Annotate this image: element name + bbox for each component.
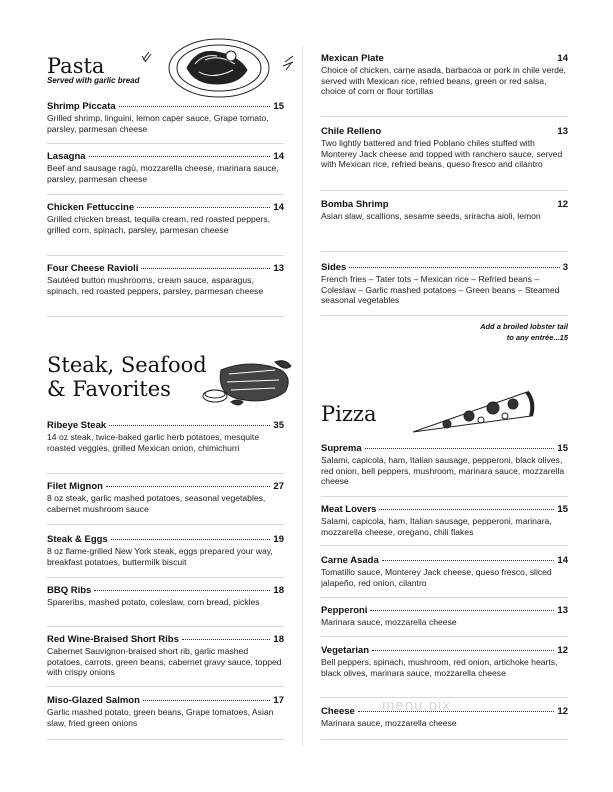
separator [321,251,568,252]
separator [321,636,568,637]
leader-dots [143,700,271,701]
lobster-note-line1: Add a broiled lobster tail [480,322,568,331]
item-description: Garlic mashed potato, green beans, Grape tomatoes, Asian slaw, fried green onions [47,707,274,728]
item-description: Grilled chicken breast, tequila cream, red roasted peppers, grilled corn, spinach, parsley, parmesan cheese [47,214,271,235]
leader-dots [109,425,270,426]
separator [47,577,284,578]
item-price: 12 [557,706,568,717]
leader-dots [106,486,270,487]
item-description: Beef and sausage ragù, mozzarella cheese, marinara sauce, parsley, parmesan cheese [47,163,279,184]
item-name: Red Wine-Braised Short Ribs [47,634,179,645]
separator [321,545,568,546]
separator [47,739,284,740]
item-name: Suprema [321,443,362,454]
item-price: 14 [273,151,284,162]
entree-item [321,199,568,222]
separator [321,496,568,497]
item-price: 27 [273,481,284,492]
separator [47,626,284,627]
item-name: Chile Relleno [321,126,382,137]
item-name: Cheese [321,706,355,717]
entree-item [321,53,568,97]
item-price: 12 [557,645,568,656]
entree-item [321,126,568,170]
item-price: 14 [273,202,284,213]
item-description: Tomatillo sauce, Monterey Jack cheese, queso fresco, sliced jalapeño, red onion, cilantro [321,567,552,588]
item-name: Steak & Eggs [47,534,108,545]
leader-dots [137,207,270,208]
item-price: 17 [273,695,284,706]
item-price: 15 [557,504,568,515]
item-name: Ribeye Steak [47,420,107,431]
item-name: Sides [321,262,347,273]
item-price: 13 [273,263,284,274]
steak-item [47,634,284,678]
item-name: Shrimp Piccata [47,101,116,112]
item-price: 18 [273,585,284,596]
steak-item [47,420,284,453]
item-price: 19 [273,534,284,545]
steak-item [47,481,284,514]
separator [47,473,284,474]
item-name: Miso-Glazed Salmon [47,695,140,706]
separator [321,190,568,191]
item-price: 13 [557,605,568,616]
pizza-item [321,504,568,537]
item-price: 14 [557,53,568,64]
separator [47,686,284,687]
item-description: Asian slaw, scallions, sesame seeds, sriracha aioli, lemon [321,211,541,221]
entree-item [321,262,568,306]
item-name: Meat Lovers [321,504,377,515]
item-description: 8 oz steak, garlic mashed potatoes, seasonal vegetables, cabernet mushroom sauce [47,493,266,514]
pasta-subtitle: Served with garlic bread [47,76,140,85]
pizza-slice-icon [409,386,539,438]
item-description: Cabernet Sauvignon-braised short rib, garlic mashed potatoes, carrots, green beans, cabernet gravy sauce, topped with crispy onions [47,646,282,678]
leader-dots [372,650,554,651]
leader-dots [379,509,554,510]
pasta-item [47,263,284,296]
item-description: Salami, capicola, ham, Italian sausage, pepperoni, marinara, mozzarella cheese, oregano, chili flakes [321,516,552,537]
pasta-plate-icon [139,34,299,100]
item-description: Grilled shrimp, linguini, lemon caper sauce, Grape tomato, parsley, parmesan cheese [47,113,269,134]
item-description: Salami, capicola, ham, Italian sausage, pepperoni, black olives, red onion, bell peppers, mushroom, marinara sauce, mozzarella cheese [321,455,565,487]
steak-item [47,534,284,567]
steak-title-line1: Steak, Seafood [47,353,207,377]
item-name: Vegetarian [321,645,370,656]
item-price: 13 [557,126,568,137]
separator [321,116,568,117]
separator [47,255,284,256]
item-name: Mexican Plate [321,53,384,64]
item-price: 15 [273,101,284,112]
pasta-title: Pasta [47,54,105,78]
item-description: 8 oz flame-grilled New York steak, eggs prepared your way, breakfast potatoes, buttermilk biscuit [47,546,273,567]
item-description: Choice of chicken, carne asada, barbacoa or pork in chile verde, served with Mexican rice, refried beans, green or red salsa, choice of corn or flour tortillas [321,65,567,97]
item-description: Marinara sauce, mozzarella cheese [321,617,457,627]
leader-dots [365,448,555,449]
item-name: Chicken Fettuccine [47,202,135,213]
item-price: 18 [273,634,284,645]
leader-dots [141,268,270,269]
item-name: Carne Asada [321,555,379,566]
item-price: 35 [273,420,284,431]
leader-dots [94,590,270,591]
item-description: Marinara sauce, mozzarella cheese [321,718,457,728]
separator [47,143,284,144]
separator [47,194,284,195]
pasta-item [47,101,284,134]
item-description: Bell peppers, spinach, mushroom, red onion, artichoke hearts, black olives, marinara sauce, mozzarella cheese [321,657,558,678]
leader-dots [349,267,559,268]
item-name: Filet Mignon [47,481,103,492]
item-description: Sautéed button mushrooms, cream sauce, asparagus, spinach, red roasted peppers, parsley, parmesan cheese [47,275,264,296]
separator [321,739,568,740]
item-name: Lasagna [47,151,86,162]
separator [47,524,284,525]
leader-dots [382,560,555,561]
item-description: Spareribs, mashed potato, coleslaw, corn bread, pickles [47,597,260,607]
item-description: 14 oz steak, twice-baked garlic herb potatoes, mesquite roasted veggies, grilled Mexican onion, chimichurri [47,432,260,453]
watermark: menu.pix [382,697,451,714]
steak-item [47,585,284,608]
separator [47,316,284,317]
pasta-item [47,202,284,235]
leader-dots [119,106,271,107]
leader-dots [89,156,271,157]
separator [321,315,568,316]
pizza-item [321,443,568,487]
item-price: 15 [557,443,568,454]
item-description: Two lightly battered and fried Poblano chiles stuffed with Monterey Jack cheese and topped with ranchero sauce, served with Mexican rice, refried beans, queso fresco and cilantro [321,138,563,170]
item-name: BBQ Ribs [47,585,92,596]
separator [321,597,568,598]
pizza-item [321,605,568,628]
pizza-item [321,645,568,678]
item-name: Bomba Shrimp [321,199,389,210]
item-description: French fries – Tater tots – Mexican rice – Refried beans – Coleslaw – Garlic mashed potatoes – Green beans – Steamed seasonal vegetables [321,274,560,306]
item-price: 3 [562,262,568,273]
steak-platter-icon [201,356,301,414]
pasta-item [47,151,284,184]
item-name: Four Cheese Ravioli [47,263,139,274]
leader-dots [111,539,271,540]
lobster-note-line2: to any entrée...15 [506,333,568,342]
steak-title-line2: & Favorites [47,377,171,401]
item-price: 12 [557,199,568,210]
column-divider [302,46,303,746]
item-name: Pepperoni [321,605,368,616]
leader-dots [182,639,271,640]
pizza-title: Pizza [321,402,377,426]
item-price: 14 [557,555,568,566]
steak-item [47,695,284,728]
pizza-item [321,555,568,588]
leader-dots [370,610,554,611]
